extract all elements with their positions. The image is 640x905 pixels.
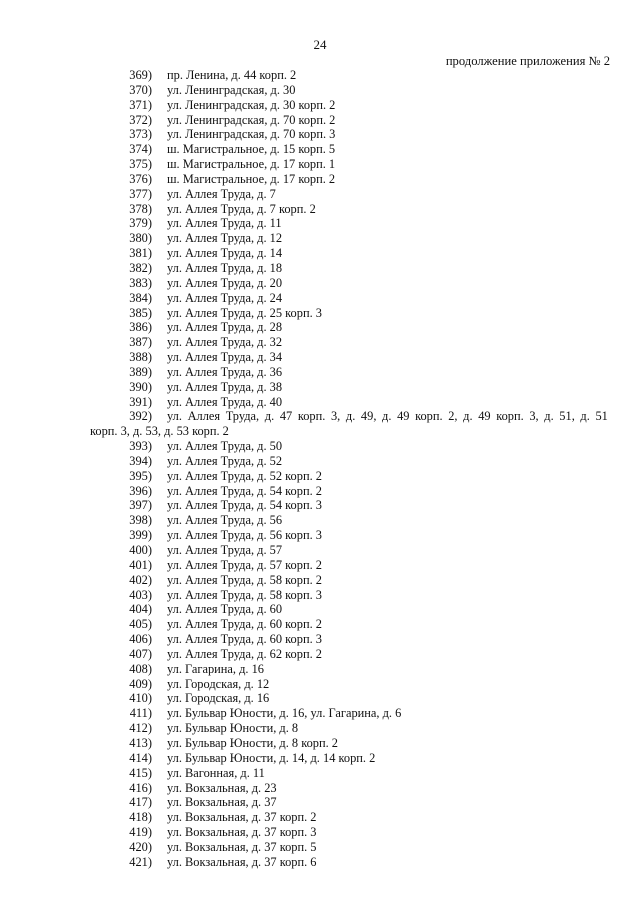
list-item [0,543,640,558]
list-item [0,617,640,632]
list-item [0,291,640,306]
item-address: ул. Ленинградская, д. 30 корп. 2 [167,97,336,112]
item-address: ш. Магистральное, д. 15 корп. 5 [167,142,336,157]
item-number: 370) [129,82,152,97]
address-word: ул. [167,409,182,424]
address-word: 49 [397,409,410,424]
list-item [0,840,640,855]
list-item [0,469,640,484]
list-item [0,825,640,840]
item-address: ул. Аллея Труда, д. 54 корп. 3 [167,498,322,513]
item-number: 393) [129,439,152,454]
address-word: 49 [478,409,491,424]
page-number: 24 [313,37,327,52]
item-address: ул. Аллея Труда, д. 57 корп. 2 [167,557,322,572]
item-address: ул. Аллея Труда, д. 58 корп. 2 [167,572,322,587]
item-address: ш. Магистральное, д. 17 корп. 1 [167,157,336,172]
item-number: 383) [129,275,152,290]
item-number: 391) [129,394,152,409]
item-address: ул. Аллея Труда, д. 38 [167,379,283,394]
item-address: ул. Аллея Труда, д. 60 [167,602,283,617]
item-address: ул. Ленинградская, д. 70 корп. 3 [167,127,336,142]
item-address: ул. Аллея Труда, д. 12 [167,231,283,246]
list-item [0,781,640,796]
list-item [0,439,640,454]
item-number: 418) [129,810,152,825]
item-number: 382) [129,260,152,275]
list-item [0,320,640,335]
list-item [0,335,640,350]
item-number: 411) [129,706,152,721]
item-address: ул. Аллея Труда, д. 11 [167,216,282,231]
list-item [0,172,640,187]
list-item [0,216,640,231]
item-address: ул. Аллея Труда, д. 28 [167,320,283,335]
list-item [0,751,640,766]
item-number: 374) [129,142,152,157]
list-item [0,484,640,499]
item-address: ул. Городская, д. 12 [167,676,270,691]
item-number: 387) [129,335,152,350]
item-number: 400) [129,543,152,557]
item-number: 417) [129,795,152,810]
item-number: 406) [129,632,152,647]
item-address: ул. Аллея Труда, д. 7 [167,186,276,201]
list-item [0,365,640,380]
address-word: корп. [297,409,326,424]
item-address: ул. Вагонная, д. 11 [167,765,265,780]
list-item [0,677,640,692]
address-word: Труда, [225,409,260,424]
address-word: 49, [360,409,377,424]
item-address: ул. Гагарина, д. 16 [167,661,265,676]
item-address: ул. Аллея Труда, д. 25 корп. 3 [167,305,322,320]
item-address-line-2: корп. 3, д. 53, д. 53 корп. 2 [90,424,229,439]
address-word: д. [463,409,473,424]
list-item [0,187,640,202]
address-word: 3, [330,409,341,424]
address-word: 2, [448,409,458,424]
item-number: 413) [129,735,152,750]
list-item [0,558,640,573]
list-item [0,380,640,395]
list-item [0,736,640,751]
address-word: д. [544,409,554,424]
address-word: 51, [559,409,575,424]
list-item [0,68,640,83]
item-number: 369) [129,68,152,82]
item-address: ул. Аллея Труда, д. 58 корп. 3 [167,587,322,602]
list-item [0,276,640,291]
item-number: 378) [129,201,152,216]
item-address: ул. Аллея Труда, д. 52 [167,453,283,468]
item-number: 409) [129,676,152,691]
item-number: 390) [129,379,152,394]
item-address: ул. Вокзальная, д. 37 корп. 6 [167,854,317,869]
address-word: 47 [279,409,293,424]
item-address: ул. Городская, д. 16 [167,691,270,706]
list-item [0,513,640,528]
item-number: 386) [129,320,152,335]
item-number: 410) [129,691,152,706]
list-item [0,246,640,261]
list-item [0,602,640,617]
list-item-wrapped [0,409,640,439]
list-item [0,306,640,321]
list-item [0,395,640,410]
item-number: 389) [129,364,152,379]
item-address: ул. Аллея Труда, д. 7 корп. 2 [167,201,316,216]
item-number: 412) [129,721,152,736]
item-number: 415) [129,765,152,780]
item-address: ул. Бульвар Юности, д. 16, ул. Гагарина, д. 6 [167,706,402,721]
item-number: 397) [129,498,152,513]
list-item [0,528,640,543]
item-number: 398) [129,513,152,528]
item-address: ул. Аллея Труда, д. 52 корп. 2 [167,468,322,483]
item-number: 396) [129,483,152,498]
item-address: ул. Аллея Труда, д. 40 [167,394,283,409]
list-item [0,98,640,113]
list-item [0,350,640,365]
list-item [0,588,640,603]
item-address: ул. Аллея Труда, д. 20 [167,275,283,290]
address-list [0,68,640,870]
item-number: 371) [129,97,152,112]
list-item [0,706,640,721]
list-item [0,454,640,469]
item-number: 385) [129,305,152,320]
item-number: 373) [129,127,152,142]
list-item [0,127,640,142]
list-item [0,261,640,276]
item-number: 420) [129,839,152,854]
item-number: 376) [129,171,152,186]
list-item [0,721,640,736]
list-item [0,766,640,781]
item-address: ул. Вокзальная, д. 37 [167,795,277,810]
item-address: ул. Вокзальная, д. 37 корп. 2 [167,810,317,825]
item-address: ул. Бульвар Юности, д. 8 корп. 2 [167,735,339,750]
address-word: корп. [415,409,443,424]
list-item [0,498,640,513]
item-number: 416) [129,780,152,795]
appendix-continuation-note: продолжение приложения № 2 [445,54,610,68]
address-word: д. [345,409,356,424]
item-address: ул. Вокзальная, д. 37 корп. 5 [167,839,317,854]
address-word: корп. [496,409,524,424]
item-number: 399) [129,528,152,543]
item-address: ул. Аллея Труда, д. 56 корп. 3 [167,528,322,543]
item-number: 395) [129,468,152,483]
item-number: 407) [129,646,152,661]
address-word: 3, [529,409,539,424]
list-item [0,855,640,870]
list-item [0,157,640,172]
item-address: ул. Аллея Труда, д. 14 [167,246,283,261]
item-number: 403) [129,587,152,602]
list-item [0,691,640,706]
item-number: 394) [129,453,152,468]
item-number: 419) [129,825,152,840]
item-address: ул. Аллея Труда, д. 57 [167,543,283,557]
address-word: д. [264,409,275,424]
item-address: ул. Вокзальная, д. 37 корп. 3 [167,825,317,840]
item-address: ул. Аллея Труда, д. 62 корп. 2 [167,646,322,661]
address-word: д. [382,409,392,424]
item-number: 379) [129,216,152,231]
item-address: ул. Ленинградская, д. 30 [167,82,296,97]
item-number: 375) [129,157,152,172]
item-address: ул. Аллея Труда, д. 56 [167,513,283,528]
item-number: 381) [129,246,152,261]
list-item [0,83,640,98]
item-address: ул. Аллея Труда, д. 50 [167,439,283,454]
item-number: 377) [129,186,152,201]
list-item [0,202,640,217]
item-address: ул. Бульвар Юности, д. 8 [167,721,299,736]
item-address: пр. Ленина, д. 44 корп. 2 [167,68,297,82]
list-item [0,113,640,128]
item-address: ул. Вокзальная, д. 23 [167,780,277,795]
item-number: 404) [129,602,152,617]
item-number: 372) [129,112,152,127]
list-item [0,795,640,810]
item-address: ул. Аллея Труда, д. 36 [167,364,283,379]
item-address: ш. Магистральное, д. 17 корп. 2 [167,171,336,186]
item-number: 388) [129,350,152,365]
item-number: 408) [129,661,152,676]
list-item [0,142,640,157]
address-word: д. [580,409,590,424]
list-item [0,231,640,246]
list-item [0,573,640,588]
item-number: 384) [129,290,152,305]
item-number: 414) [129,750,152,765]
item-address: ул. Бульвар Юности, д. 14, д. 14 корп. 2 [167,750,376,765]
item-address: ул. Аллея Труда, д. 24 [167,290,283,305]
address-word: Аллея [187,409,221,424]
list-item [0,647,640,662]
item-number: 401) [129,557,152,572]
item-number: 392) [129,409,152,424]
item-address: ул. Аллея Труда, д. 32 [167,335,283,350]
item-address: ул. Аллея Труда, д. 60 корп. 2 [167,617,322,632]
item-address: ул. Аллея Труда, д. 18 [167,260,283,275]
item-address: ул. Ленинградская, д. 70 корп. 2 [167,112,336,127]
list-item [0,632,640,647]
item-address: ул. Аллея Труда, д. 34 [167,350,283,365]
item-address: ул. Аллея Труда, д. 54 корп. 2 [167,483,322,498]
item-number: 405) [129,617,152,632]
item-number: 380) [129,231,152,246]
list-item [0,662,640,677]
address-word: 51 [595,409,608,424]
list-item [0,810,640,825]
item-address-line-1 [167,409,608,424]
item-address: ул. Аллея Труда, д. 60 корп. 3 [167,632,322,647]
item-number: 402) [129,572,152,587]
item-number: 421) [129,854,152,869]
